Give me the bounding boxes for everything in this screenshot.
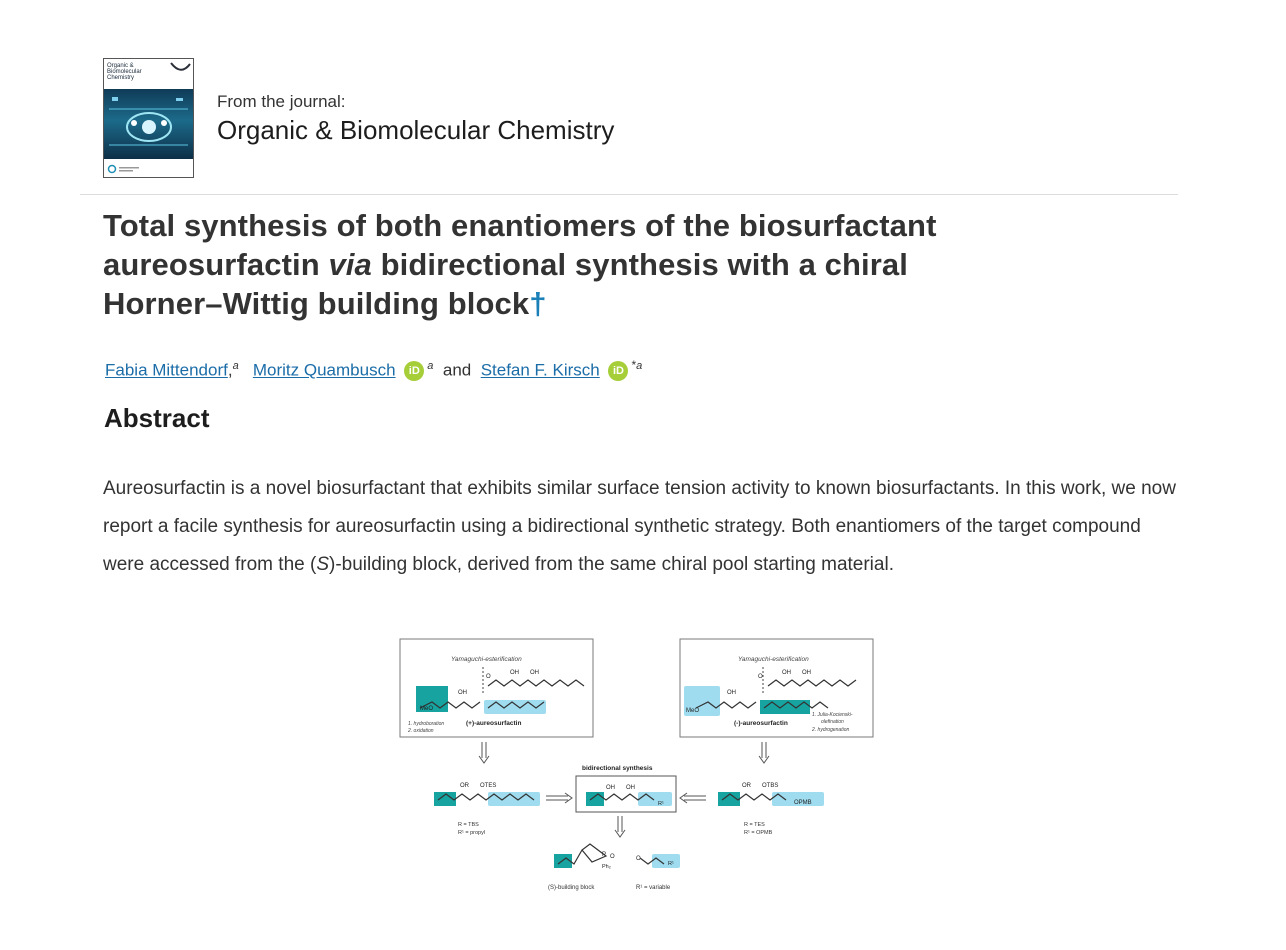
esi-dagger-link[interactable]: †: [529, 286, 547, 321]
center-oh-1: OH: [606, 785, 615, 791]
building-block-o: O: [610, 854, 615, 860]
abstract-heading: Abstract: [104, 403, 210, 433]
arrow-left-to-center: [546, 793, 572, 803]
down-arrow-right: [759, 742, 769, 763]
cover-publisher-logo: [107, 164, 187, 174]
article-title: [103, 206, 1003, 323]
affiliation-mark-2[interactable]: a: [427, 360, 434, 372]
aldehyde-o: O: [636, 856, 641, 862]
corresponding-mark: *: [631, 358, 637, 372]
right-intermediate-group-2: OTBS: [762, 783, 779, 789]
author-link-2[interactable]: Moritz Quambusch: [252, 360, 396, 380]
center-teal: [586, 792, 604, 806]
left-intermediate-group-1: OR: [460, 783, 469, 789]
right-o-label: O: [758, 674, 763, 680]
right-intermediate-group-1: OR: [742, 783, 751, 789]
right-intermediate-tail: OPMB: [794, 800, 812, 806]
left-reaction-label: Yamaguchi-esterification: [451, 656, 522, 663]
affiliation-mark-3[interactable]: a: [636, 360, 643, 372]
right-oh-label-2: OH: [782, 670, 791, 676]
arrow-right-to-center: [680, 793, 706, 803]
left-step-2: 2. oxidation: [408, 728, 434, 734]
title-text-italic: via: [328, 247, 372, 282]
right-intermediate-note-2: R¹ = OPMB: [744, 830, 773, 836]
building-block-label: (S)-building block: [548, 885, 595, 891]
abstract-text-italic: S: [316, 554, 329, 575]
left-intermediate-note-2: R¹ = propyl: [458, 830, 486, 836]
center-oh-2: OH: [626, 785, 635, 791]
cover-title: Organic & Biomolecular Chemistry: [107, 63, 142, 81]
journal-name-link[interactable]: Organic & Biomolecular Chemistry: [217, 115, 615, 145]
right-meo-label: MeO: [686, 708, 700, 714]
right-reaction-label: Yamaguchi-esterification: [738, 656, 809, 663]
left-step-1: 1. hydroboration: [408, 721, 445, 727]
author-link-3[interactable]: Stefan F. Kirsch: [480, 360, 600, 380]
orcid-icon[interactable]: iD: [608, 361, 628, 381]
aldehyde-label: R¹ = variable: [636, 885, 671, 891]
author-and: and: [442, 360, 472, 380]
right-step-1: 1. Julia-Kocienski-: [812, 712, 853, 718]
left-intermediate-group-2: OTES: [480, 783, 497, 789]
abstract-text-part2: )-building block, derived from the same chiral pool starting material.: [329, 554, 894, 575]
building-block-p: P: [602, 852, 607, 858]
author-list: [105, 358, 642, 381]
right-intermediate-note-1: R = TES: [744, 822, 765, 828]
left-product-label: (+)-aureosurfactin: [466, 720, 522, 727]
down-arrow-center: [615, 816, 625, 837]
aldehyde-blue: [652, 854, 680, 868]
abstract-text: [103, 470, 1183, 584]
affiliation-mark-1[interactable]: a: [232, 360, 239, 372]
right-oh-label: OH: [727, 690, 736, 696]
cover-molecule-art: [104, 89, 193, 159]
center-heading: bidirectional synthesis: [582, 765, 653, 772]
down-arrow-left: [479, 742, 489, 763]
center-r-label: R¹: [658, 801, 664, 807]
cover-arc-decoration: [169, 60, 191, 76]
header-divider: [80, 194, 1178, 195]
left-oh-label-2: OH: [510, 670, 519, 676]
journal-cover-image[interactable]: [103, 58, 194, 178]
orcid-icon[interactable]: iD: [404, 361, 424, 381]
graphical-abstract-image[interactable]: [396, 636, 880, 898]
title-text-part1: Total synthesis of both enantiomers of the biosurfactant aureosurfactin: [103, 208, 937, 282]
left-oh-label: OH: [458, 690, 467, 696]
author-link-1[interactable]: Fabia Mittendorf: [105, 360, 228, 380]
author-separator: ,: [227, 360, 233, 380]
left-intermediate-note-1: R = TBS: [458, 822, 479, 828]
right-chain-highlight: [760, 700, 810, 714]
right-product-label: (-)-aureosurfactin: [734, 720, 788, 727]
left-oh-label-3: OH: [530, 670, 539, 676]
title-text-part2: bidirectional synthesis with a chiral Horner–Wittig building block: [103, 247, 908, 321]
left-meo-label: MeO: [420, 706, 434, 712]
cover-artwork: [104, 89, 193, 159]
left-o-label: O: [486, 674, 491, 680]
journal-from-label: From the journal:: [217, 92, 346, 111]
right-oh-label-3: OH: [802, 670, 811, 676]
building-block-ph2: Ph₂: [602, 864, 611, 870]
center-blue: [638, 792, 672, 806]
right-step-3: 2. hydrogenation: [812, 727, 850, 733]
right-step-2: olefination: [821, 719, 844, 725]
abstract-text-part1: Aureosurfactin is a novel biosurfactant that exhibits similar surface tension activity to known biosurfactants. In this work, we now report a facile synthesis for aureosurfactin using a bidirectional synthetic strategy. Both enantiomers of the target compound were accessed from the (: [103, 478, 1176, 575]
aldehyde-r: R¹: [668, 861, 674, 867]
